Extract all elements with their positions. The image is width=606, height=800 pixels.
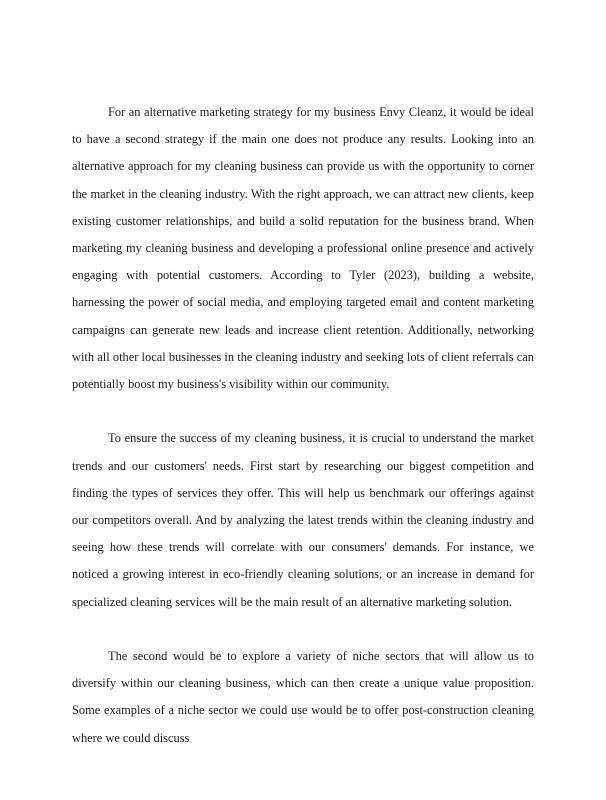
paragraph-niche-sectors: The second would be to explore a variety of niche sectors that will allow us to diversify within our cleaning business, which can then create a unique value proposition. Some examples of a niche sector we could use would be to offer post-construction cleaning where we could discuss xyxy=(72,649,534,745)
document-body xyxy=(72,99,534,752)
paragraph-alternative-strategy: For an alternative marketing strategy for my business Envy Cleanz, it would be ideal to have a second strategy if the main one does not produce any results. Looking into an alternative approach for my cleaning business can provide us with the opportunity to corner the market in the cleaning industry. With the right approach, we can attract new clients, keep existing customer relationships, and build a solid reputation for the business brand. When marketing my cleaning business and developing a professional online presence and actively engaging with potential customers. According to Tyler (2023), building a website, harnessing the power of social media, and employing targeted email and content marketing campaigns can generate new leads and increase client retention. Additionally, networking with all other local businesses in the cleaning industry and seeking lots of client referrals can potentially boost my business's visibility within our community. xyxy=(72,105,534,392)
paragraph-market-trends: To ensure the success of my cleaning business, it is crucial to understand the market trends and our customers' needs. First start by researching our biggest competition and finding the types of services they offer. This will help us benchmark our offerings against our competitors overall. And by analyzing the latest trends within the cleaning industry and seeing how these trends will correlate with our consumers' demands. For instance, we noticed a growing interest in eco-friendly cleaning solutions, or an increase in demand for specialized cleaning services will be the main result of an alternative marketing solution. xyxy=(72,431,534,609)
